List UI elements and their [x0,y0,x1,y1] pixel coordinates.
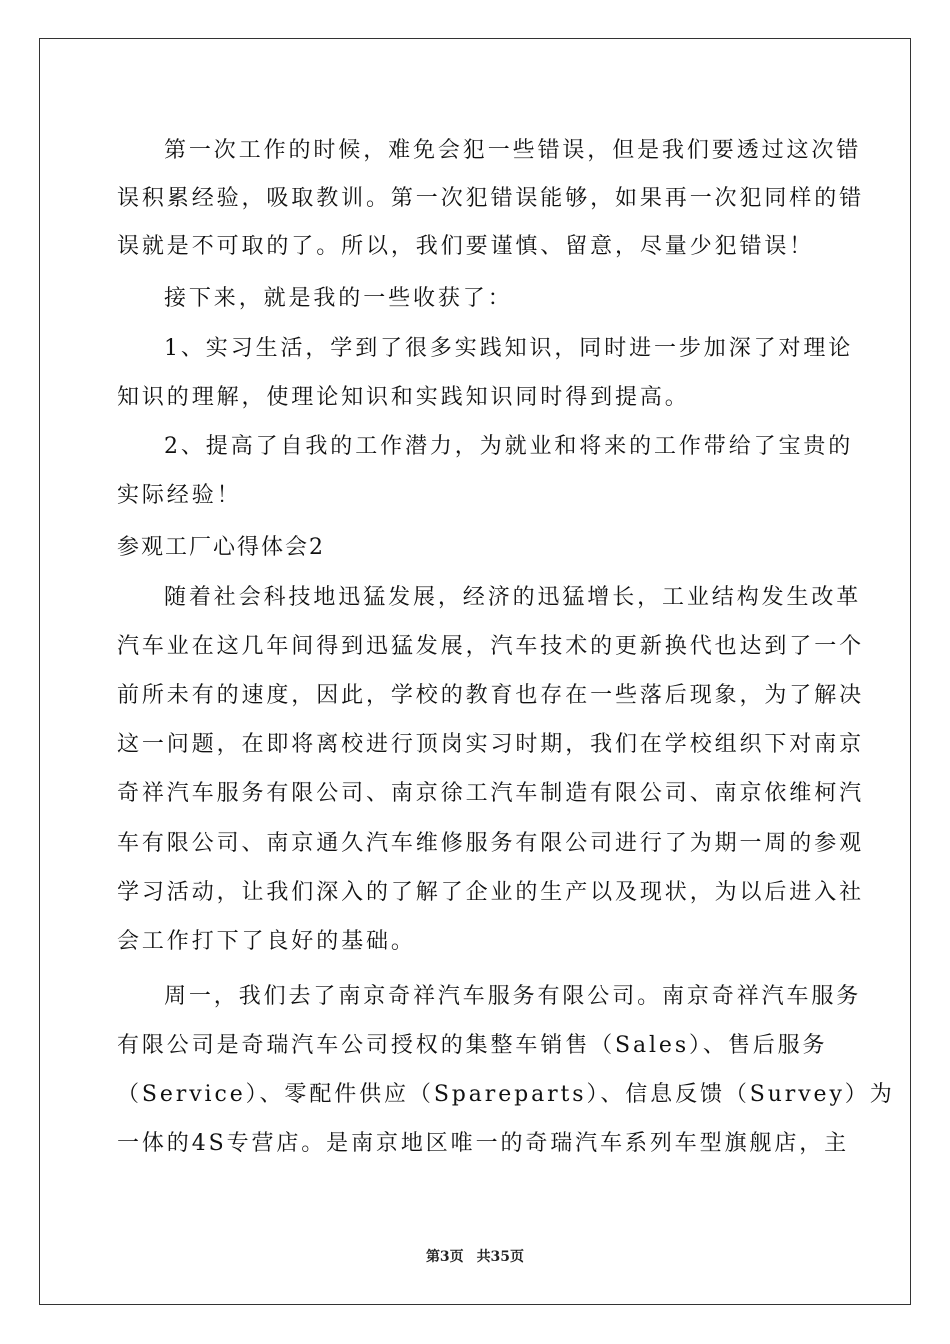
page-total: 共35页 [476,1249,525,1265]
paragraph-line: 误积累经验，吸取教训。第一次犯错误能够，如果再一次犯同样的错 [117,186,865,211]
page-footer [0,1246,950,1266]
page-number: 第3页 [425,1249,464,1265]
list-item-line: 知识的理解，使理论知识和实践知识同时得到提高。 [117,385,690,410]
section-heading: 参观工厂心得体会2 [117,535,325,560]
list-item-line: 实际经验！ [117,483,242,508]
page-border [39,38,911,1305]
paragraph-line: （Service）、零配件供应（Spareparts）、信息反馈（Survey）为 [117,1082,895,1107]
list-item-line: 2、提高了自我的工作潜力，为就业和将来的工作带给了宝贵的 [164,434,854,459]
paragraph-line: 奇祥汽车服务有限公司、南京徐工汽车制造有限公司、南京依维柯汽 [117,781,865,806]
paragraph-line: 误就是不可取的了。所以，我们要谨慎、留意，尽量少犯错误！ [117,234,815,259]
paragraph-line: 一体的4S专营店。是南京地区唯一的奇瑞汽车系列车型旗舰店，主 [117,1131,850,1156]
paragraph-line: 随着社会科技地迅猛发展，经济的迅猛增长，工业结构发生改革 [164,585,862,610]
paragraph-line: 会工作打下了良好的基础。 [117,929,416,954]
paragraph-line: 汽车业在这几年间得到迅猛发展，汽车技术的更新换代也达到了一个 [117,634,865,659]
paragraph-line: 接下来，就是我的一些收获了： [164,286,513,311]
paragraph-line: 车有限公司、南京通久汽车维修服务有限公司进行了为期一周的参观 [117,831,865,856]
paragraph-line: 学习活动，让我们深入的了解了企业的生产以及现状，为以后进入社 [117,880,865,905]
paragraph-line: 这一问题，在即将离校进行顶岗实习时期，我们在学校组织下对南京 [117,732,865,757]
list-item-line: 1、实习生活，学到了很多实践知识，同时进一步加深了对理论 [164,336,854,361]
paragraph-line: 前所未有的速度，因此，学校的教育也存在一些落后现象，为了解决 [117,683,865,708]
paragraph-line: 周一，我们去了南京奇祥汽车服务有限公司。南京奇祥汽车服务 [164,984,862,1009]
paragraph-line: 有限公司是奇瑞汽车公司授权的集整车销售（Sales）、售后服务 [117,1033,828,1058]
paragraph-line: 第一次工作的时候，难免会犯一些错误，但是我们要透过这次错 [164,138,862,163]
